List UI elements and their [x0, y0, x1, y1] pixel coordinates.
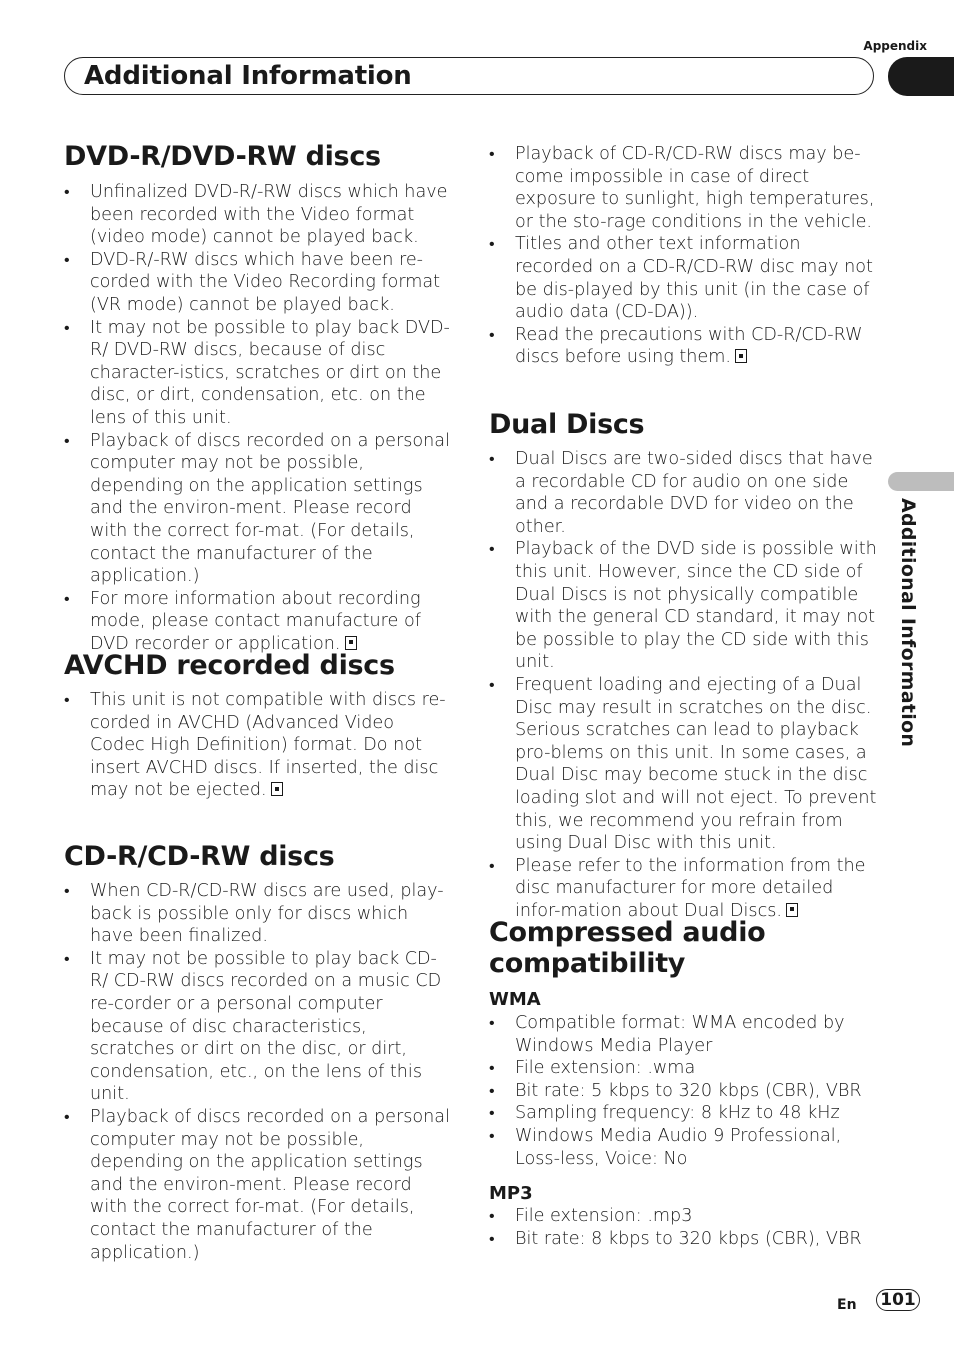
subsection-title-mp3: MP3	[489, 1183, 533, 1204]
list-item: • Compatible format: WMA encoded by Windows Media Player	[489, 1013, 845, 1056]
dvd-list	[64, 181, 454, 655]
list-item: • Playback of the DVD side is possible with this unit. However, since the CD side of Dual Discs is not physically compatible with the general CD standard, it may not be possible to play the CD side with this unit.	[489, 539, 877, 673]
list-item: • DVD-R/-RW discs which have been re-corded with the Video Recording format (VR mode) cannot be played back.	[64, 249, 441, 315]
list-item: • Frequent loading and ejecting of a Dual Disc may result in scratches on the disc. Serious scratches can lead to playback pro-blems on this unit. In some cases, a Dual Disc may become stuck in the disc loading slot and will not eject. To prevent this, we recommend you refrain from using Dual Disc with this unit.	[489, 674, 877, 854]
section-title-dual: Dual Discs	[489, 409, 645, 440]
language-label: En	[837, 1297, 857, 1313]
end-of-section-icon	[345, 636, 357, 650]
wma-list	[489, 1012, 879, 1170]
list-item: • Playback of CD-R/CD-RW discs may be-come impossible in case of direct exposure to sunlight, high temperatures, or the sto-rage conditions in the vehicle.	[489, 144, 875, 232]
section-title-avchd: AVCHD recorded discs	[64, 650, 395, 681]
side-tab-label: Additional Information	[897, 498, 919, 748]
end-of-section-icon	[786, 903, 798, 917]
list-item: • File extension: .wma	[489, 1058, 696, 1079]
list-item: • Please refer to the information from the disc manufacturer for more detailed infor-mation about Dual Discs.	[489, 855, 866, 921]
header-black-tab	[888, 57, 954, 96]
list-item: • Playback of discs recorded on a personal computer may not be possible, depending on the application settings and the environ-ment. Please record with the correct for-mat. (For details, contact the manufacturer of the application.)	[64, 1106, 450, 1263]
mp3-list	[489, 1205, 879, 1250]
end-of-section-icon	[271, 782, 283, 796]
end-of-section-icon	[735, 349, 747, 363]
section-title-dvd: DVD-R/DVD-RW discs	[64, 141, 381, 172]
list-item: • Read the precautions with CD-R/CD-RW discs before using them.	[489, 324, 863, 368]
cdr-list	[64, 880, 454, 1264]
list-item: • Windows Media Audio 9 Professional, Loss-less, Voice: No	[489, 1125, 842, 1169]
header-title: Additional Information	[84, 61, 412, 91]
list-item: • Sampling frequency: 8 kHz to 48 kHz	[489, 1103, 840, 1124]
list-item: • Bit rate: 5 kbps to 320 kbps (CBR), VBR	[489, 1080, 862, 1101]
section-title-cdr: CD-R/CD-RW discs	[64, 841, 335, 872]
list-item: • Titles and other text information recorded on a CD-R/CD-RW disc may not be dis-played by this unit (in the case of audio data (CD-DA)).	[489, 234, 873, 323]
side-tab-marker	[888, 472, 954, 491]
subsection-title-wma: WMA	[489, 989, 541, 1010]
list-item: • It may not be possible to play back CD-R/ CD-RW discs recorded on a music CD re-corder or a personal computer because of disc characteristics, scratches or dirt on the disc, or dirt, condensation, etc., on the lens of this unit.	[64, 948, 442, 1105]
list-item: • For more information about recording mode, please contact manufacture of DVD recorder or application.	[64, 588, 421, 654]
avchd-list	[64, 689, 454, 802]
list-item: • Playback of discs recorded on a personal computer may not be possible, depending on the application settings and the environ-ment. Please record with the correct for-mat. (For details, contact the manufacturer of the application.)	[64, 430, 450, 587]
cdr-continued-list	[489, 143, 879, 369]
section-title-compressed: Compressed audio compatibility	[489, 917, 766, 979]
list-item: • Unfinalized DVD-R/-RW discs which have been recorded with the Video format (video mode) cannot be played back.	[64, 182, 448, 248]
list-item: • It may not be possible to play back DVD-R/ DVD-RW discs, because of disc character-istics, scratches or dirt on the disc, or dirt, condensation, etc. on the lens of this unit.	[64, 317, 450, 428]
list-item: • When CD-R/CD-RW discs are used, play-back is possible only for discs which have been finalized.	[64, 881, 444, 947]
list-item: • This unit is not compatible with discs re-corded in AVCHD (Advanced Video Codec High Definition) format. Do not insert AVCHD discs. If inserted, the disc may not be ejected.	[64, 690, 446, 801]
page-number: 101	[876, 1289, 920, 1311]
appendix-label: Appendix	[863, 39, 927, 53]
list-item: • Dual Discs are two-sided discs that have a recordable CD for audio on one side and a recordable DVD for video on the other.	[489, 449, 873, 537]
list-item: • File extension: .mp3	[489, 1206, 693, 1226]
list-item: • Bit rate: 8 kbps to 320 kbps (CBR), VBR	[489, 1228, 862, 1249]
dual-list	[489, 448, 879, 922]
